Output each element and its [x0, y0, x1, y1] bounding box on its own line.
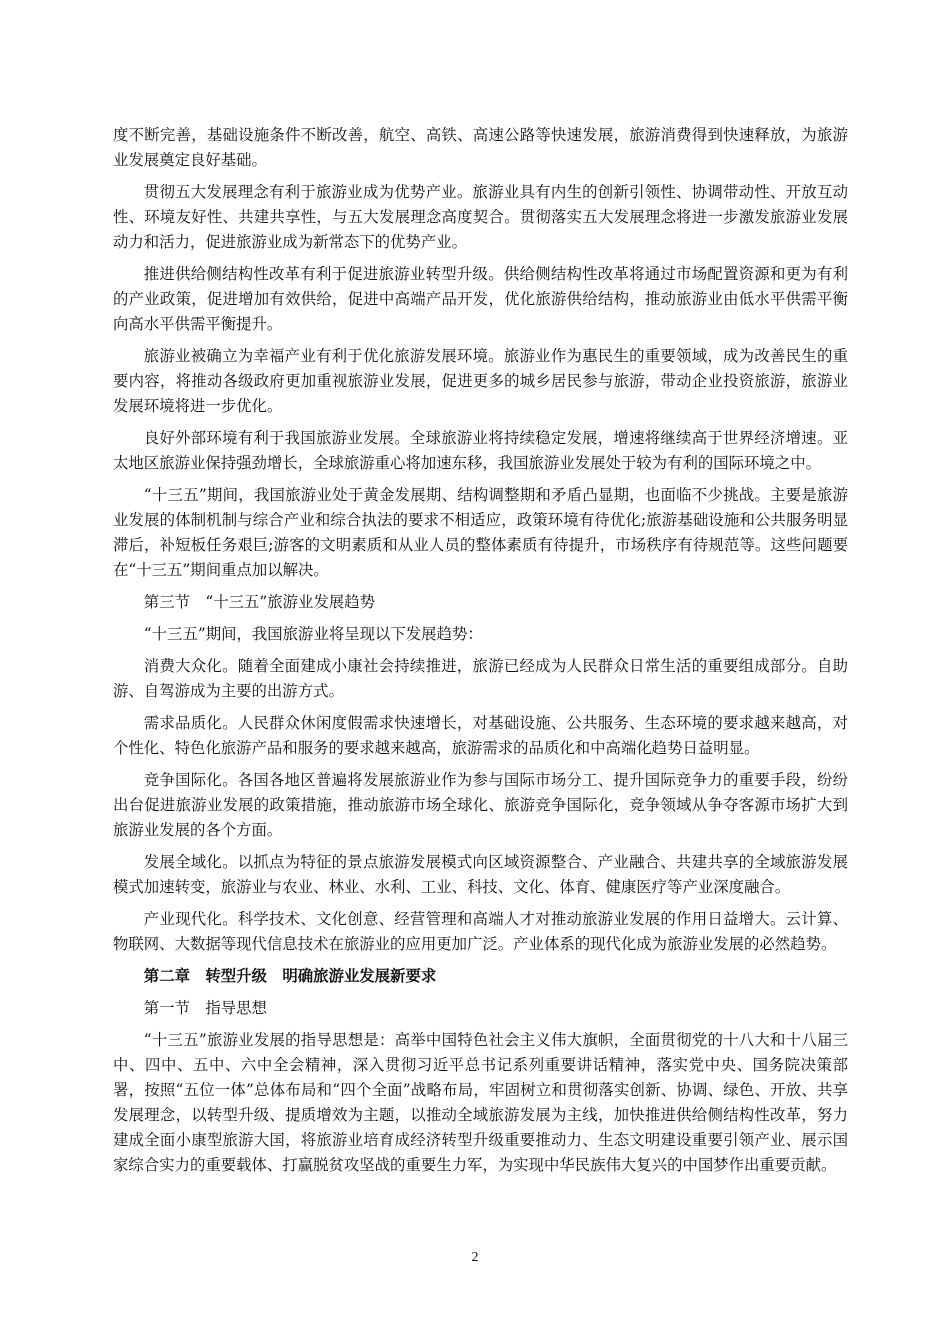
page-number: 2: [471, 1250, 479, 1265]
paragraph-challenges: “十三五”期间，我国旅游业处于黄金发展期、结构调整期和矛盾凸显期，也面临不少挑战。主要是旅游业发展的体制机制与综合产业和综合执法的要求不相适应，政策环境有待优化;旅游基础设施和公共服务明显滞后，补短板任务艰巨;游客的文明素质和从业人员的整体素质有待提升，市场秩序有待规范等。这些问题要在“十三五”期间重点加以解决。: [113, 486, 848, 579]
paragraph-quality-demand: 需求品质化。人民群众休闲度假需求快速增长，对基础设施、公共服务、生态环境的要求越来越高，对个性化、特色化旅游产品和服务的要求越来越高，旅游需求的品质化和中高端化趋势日益明显。: [113, 714, 848, 757]
section-title-trends: 第三节 “十三五”旅游业发展趋势: [143, 593, 376, 611]
paragraph-all-region: 发展全域化。以抓点为特征的景点旅游发展模式向区域资源整合、产业融合、共建共享的全域旅游发展模式加速转变，旅游业与农业、林业、水利、工业、科技、文化、体育、健康医疗等产业深度融合。: [113, 853, 848, 896]
paragraph-external-environment: 良好外部环境有利于我国旅游业发展。全球旅游业将持续稳定发展，增速将继续高于世界经济增速。亚太地区旅游业保持强劲增长，全球旅游重心将加速东移，我国旅游业发展处于较为有利的国际环境之中。: [113, 429, 848, 472]
section-title-guiding-ideology: 第一节 指导思想: [143, 999, 267, 1017]
paragraph-trends-intro: “十三五”期间，我国旅游业将呈现以下发展趋势：: [143, 625, 483, 643]
paragraph-happiness-industry: 旅游业被确立为幸福产业有利于优化旅游发展环境。旅游业作为惠民生的重要领域，成为改善民生的重要内容，将推动各级政府更加重视旅游业发展，促进更多的城乡居民参与旅游，带动企业投资旅游，旅游业发展环境将进一步优化。: [113, 347, 848, 415]
paragraph-guiding-ideology: “十三五”旅游业发展的指导思想是：高举中国特色社会主义伟大旗帜，全面贯彻党的十八大和十八届三中、四中、五中、六中全会精神，深入贯彻习近平总书记系列重要讲话精神，落实党中央、国务院决策部署，按照“五位一体”总体布局和“四个全面”战略布局，牢固树立和贯彻落实创新、协调、绿色、开放、共享发展理念，以转型升级、提质增效为主题，以推动全域旅游发展为主线，加快推进供给侧结构性改革，努力建成全面小康型旅游大国，将旅游业培育成经济转型升级重要推动力、生态文明建设重要引领产业、展示国家综合实力的重要载体、打赢脱贫攻坚战的重要生力军，为实现中华民族伟大复兴的中国梦作出重要贡献。: [113, 1031, 848, 1174]
paragraph-internationalization: 竞争国际化。各国各地区普遍将发展旅游业作为参与国际市场分工、提升国际竞争力的重要手段，纷纷出台促进旅游业发展的政策措施，推动旅游市场全球化、旅游竞争国际化，竞争领域从争夺客源市场扩大到旅游业发展的各个方面。: [113, 771, 848, 839]
paragraph-five-concepts: 贯彻五大发展理念有利于旅游业成为优势产业。旅游业具有内生的创新引领性、协调带动性、开放互动性、环境友好性、共建共享性，与五大发展理念高度契合。贯彻落实五大发展理念将进一步激发旅游业发展动力和活力，促进旅游业成为新常态下的优势产业。: [113, 183, 848, 251]
paragraph-mass-consumption: 消费大众化。随着全面建成小康社会持续推进，旅游已经成为人民群众日常生活的重要组成部分。自助游、自驾游成为主要的出游方式。: [113, 657, 848, 700]
paragraph-supply-side-reform: 推进供给侧结构性改革有利于促进旅游业转型升级。供给侧结构性改革将通过市场配置资源和更为有利的产业政策，促进增加有效供给，促进中高端产品开发，优化旅游供给结构，推动旅游业由低水平供需平衡向高水平供需平衡提升。: [113, 265, 848, 333]
paragraph-continuation: 度不断完善，基础设施条件不断改善，航空、高铁、高速公路等快速发展，旅游消费得到快速释放，为旅游业发展奠定良好基础。: [113, 126, 848, 169]
chapter-heading: 第二章 转型升级 明确旅游业发展新要求: [143, 967, 437, 985]
paragraph-modernization: 产业现代化。科学技术、文化创意、经营管理和高端人才对推动旅游业发展的作用日益增大。云计算、物联网、大数据等现代信息技术在旅游业的应用更加广泛。产业体系的现代化成为旅游业发展的必然趋势。: [113, 910, 848, 953]
document-body: [113, 123, 848, 1185]
